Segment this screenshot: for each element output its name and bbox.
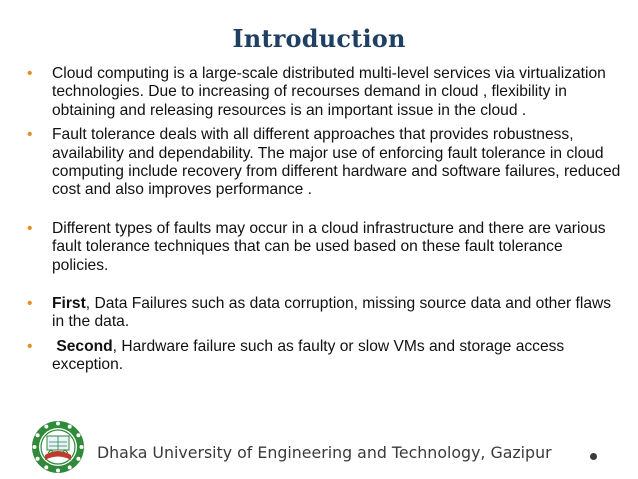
bullet-dot-icon: • [27,337,33,355]
bullet-text: , Data Failures such as data corruption, missing source data and other flaws in the data. [52,295,612,331]
footer-dot-icon [590,453,597,460]
bullet-list [22,65,622,375]
bullet-text: Different types of faults may occur in a cloud infrastructure and there are various fault tolerance techniques that can be used based on these fault tolerance policies. [52,219,606,274]
bullet-bold-lead: Second [56,337,113,355]
bullet-dot-icon: • [27,65,33,82]
bullet-dot-icon: • [27,126,33,144]
bullet-text: Cloud computing is a large-scale distributed multi-level services via virtualization technologies. Due to increasing of recourses demand in cloud , flexibility in obtaining and releasing resources is an important issue in the cloud . [52,65,606,119]
university-seal-icon [31,420,85,474]
bullet-item [22,126,622,200]
bullet-item [22,65,622,120]
bullet-dot-icon: • [27,295,33,313]
bullet-dot-icon: • [27,219,33,237]
bullet-text: Fault tolerance deals with all different approaches that provides robustness, availability and dependability. The major use of enforcing fault tolerance in cloud computing include recovery from different hardware and software failures, reduced cost and also improves performance . [52,126,621,199]
slide-title: Introduction [232,24,406,53]
bullet-item [22,295,622,332]
bullet-item [22,220,622,275]
bullet-bold-lead: First [52,295,86,313]
bullet-text: , Hardware failure such as faulty or slow VMs and storage access exception. [52,337,565,374]
bullet-item [22,338,622,375]
footer-institution: Dhaka University of Engineering and Technology, Gazipur [97,443,552,462]
